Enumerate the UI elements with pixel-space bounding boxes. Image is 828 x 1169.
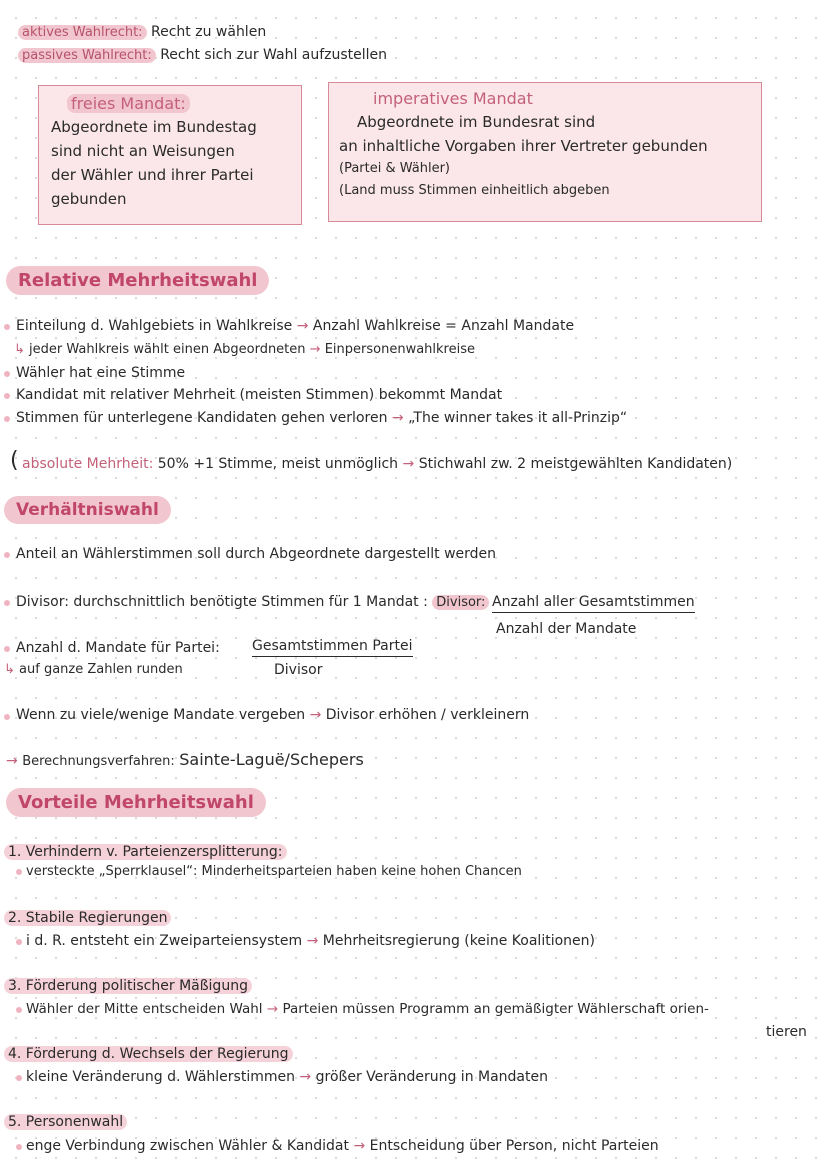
verhaeltnis-line-3: Anzahl d. Mandate für Partei: xyxy=(16,640,220,656)
vorteil-5-title-text: 5. Personenwahl xyxy=(4,1114,127,1130)
open-paren: ( xyxy=(10,448,19,473)
hook-arrow-icon: ↳ xyxy=(14,342,25,357)
vorteil-2-title-text: 2. Stabile Regierungen xyxy=(4,910,171,926)
vorteil-3-text-c: tieren xyxy=(766,1024,807,1040)
vorteil-4-text-a: kleine Veränderung d. Wählerstimmen xyxy=(26,1069,295,1085)
vorteil-1-title-text: 1. Verhindern v. Parteienzersplitterung: xyxy=(4,844,287,860)
relative-mehrheitswahl-heading: Relative Mehrheitswahl xyxy=(6,266,269,295)
berechnungsverfahren-label: Berechnungsverfahren: xyxy=(22,754,175,769)
bullet xyxy=(4,552,10,558)
vorteile-heading: Vorteile Mehrheitswahl xyxy=(6,788,266,817)
vorteil-3-text-b: Parteien müssen Programm an gemäßigter Wählerschaft orien- xyxy=(282,1001,709,1017)
vorteil-5-text-b: Entscheidung über Person, nicht Parteien xyxy=(369,1138,659,1154)
imperatives-mandat-line-3: (Partei & Wähler) xyxy=(339,161,451,176)
bullet xyxy=(16,939,22,945)
hook-arrow-icon: ↳ xyxy=(4,662,15,677)
bullet xyxy=(16,1007,22,1013)
divisor-numerator: Anzahl aller Gesamtstimmen xyxy=(492,594,695,613)
vorteil-3-text xyxy=(26,1001,709,1017)
arrow-icon: → xyxy=(309,707,322,723)
arrow-icon: → xyxy=(391,410,404,426)
vorteil-2-text-b: Mehrheitsregierung (keine Koalitionen) xyxy=(322,933,595,949)
bullet xyxy=(16,1144,22,1150)
freies-mandat-box xyxy=(38,85,302,225)
imperatives-mandat-box xyxy=(328,82,762,222)
vorteil-3-title xyxy=(4,978,252,994)
bullet xyxy=(4,393,10,399)
vorteil-4-title xyxy=(4,1046,293,1062)
bullet xyxy=(4,371,10,377)
verhaeltnis-line-3b xyxy=(4,662,183,677)
verhaeltnis-line-4 xyxy=(16,707,529,723)
relative-line-3: Wähler hat eine Stimme xyxy=(16,365,186,381)
imperatives-mandat-line-1: Abgeordnete im Bundesrat sind xyxy=(357,113,596,131)
aktives-wahlrecht-line xyxy=(18,24,266,40)
mandate-denominator: Divisor xyxy=(274,662,323,678)
vorteil-2-text-a: i d. R. entsteht ein Zweiparteiensystem xyxy=(26,933,303,949)
verhaeltnis-line-4a: Wenn zu viele/wenige Mandate vergeben xyxy=(16,707,306,723)
relative-line-1a: Einteilung d. Wahlgebiets in Wahlkreise xyxy=(16,318,293,334)
relative-line-2a: jeder Wahlkreis wählt einen Abgeordneten xyxy=(29,342,306,357)
absolute-mehrheit-text-b: Stichwahl zw. 2 meistgewählten Kandidaten) xyxy=(418,456,733,472)
bullet xyxy=(4,324,10,330)
arrow-icon: → xyxy=(353,1138,366,1154)
passives-wahlrecht-line xyxy=(18,47,387,63)
freies-mandat-title: freies Mandat: xyxy=(67,94,190,113)
arrow-icon: → xyxy=(402,456,415,472)
absolute-mehrheit-line xyxy=(22,456,732,472)
freies-mandat-line-3: der Wähler und ihrer Partei xyxy=(51,166,254,184)
divisor-denominator: Anzahl der Mandate xyxy=(496,621,637,637)
arrow-icon: → xyxy=(299,1069,312,1085)
absolute-mehrheit-text-a: 50% +1 Stimme, meist unmöglich xyxy=(157,456,399,472)
vorteil-5-text xyxy=(26,1138,659,1154)
arrow-icon: → xyxy=(309,342,321,357)
bullet xyxy=(4,600,10,606)
freies-mandat-line-2: sind nicht an Weisungen xyxy=(51,142,235,160)
imperatives-mandat-title: imperatives Mandat xyxy=(373,89,533,108)
vorteil-5-title xyxy=(4,1114,127,1130)
verhaeltnis-line-4b: Divisor erhöhen / verkleinern xyxy=(325,707,530,723)
vorteil-4-title-text: 4. Förderung d. Wechsels der Regierung xyxy=(4,1046,293,1062)
bullet xyxy=(4,416,10,422)
arrow-icon: → xyxy=(6,753,18,769)
relative-line-5 xyxy=(16,410,627,426)
relative-line-2b: Einpersonenwahlkreise xyxy=(324,342,475,357)
vorteil-3-title-text: 3. Förderung politischer Mäßigung xyxy=(4,978,252,994)
relative-line-1 xyxy=(16,318,574,334)
vorteil-2-text xyxy=(26,933,595,949)
verhaeltnis-line-1: Anteil an Wählerstimmen soll durch Abgeordnete dargestellt werden xyxy=(16,546,497,562)
imperatives-mandat-line-4: (Land muss Stimmen einheitlich abgeben xyxy=(339,183,610,198)
arrow-icon: → xyxy=(266,1001,279,1017)
bullet xyxy=(4,646,10,652)
relative-line-5a: Stimmen für unterlegene Kandidaten gehen verloren xyxy=(16,410,388,426)
divisor-definition: Divisor: durchschnittlich benötigte Stimmen für 1 Mandat : xyxy=(16,594,428,610)
arrow-icon: → xyxy=(306,933,319,949)
bullet xyxy=(4,714,10,720)
bullet xyxy=(16,1075,22,1081)
vorteil-4-text xyxy=(26,1069,548,1085)
verhaeltnis-line-2 xyxy=(16,594,489,610)
relative-line-2 xyxy=(14,342,475,357)
absolute-mehrheit-label: absolute Mehrheit: xyxy=(22,456,154,472)
passives-wahlrecht-text: Recht sich zur Wahl aufzustellen xyxy=(160,47,388,63)
relative-line-1b: Anzahl Wahlkreise = Anzahl Mandate xyxy=(312,318,575,334)
mandate-numerator: Gesamtstimmen Partei xyxy=(252,638,413,657)
relative-line-4: Kandidat mit relativer Mehrheit (meisten Stimmen) bekommt Mandat xyxy=(16,387,503,403)
aktives-wahlrecht-text: Recht zu wählen xyxy=(151,24,267,40)
divisor-label: Divisor: xyxy=(432,595,489,610)
verhaeltnis-line-5 xyxy=(6,750,364,769)
verhaeltniswahl-heading: Verhältniswahl xyxy=(4,496,171,524)
bullet xyxy=(16,869,22,875)
vorteil-1-title xyxy=(4,844,287,860)
arrow-icon: → xyxy=(296,318,309,334)
berechnungsverfahren-value: Sainte-Laguë/Schepers xyxy=(179,750,364,769)
aktives-wahlrecht-label: aktives Wahlrecht: xyxy=(18,25,147,40)
vorteil-2-title xyxy=(4,910,171,926)
runden-text: auf ganze Zahlen runden xyxy=(19,662,183,677)
vorteil-1-text: versteckte „Sperrklausel“: Minderheitsparteien haben keine hohen Chancen xyxy=(26,864,522,879)
freies-mandat-line-1: Abgeordnete im Bundestag xyxy=(51,118,257,136)
passives-wahlrecht-label: passives Wahlrecht: xyxy=(18,48,156,63)
vorteil-5-text-a: enge Verbindung zwischen Wähler & Kandidat xyxy=(26,1138,349,1154)
relative-line-5b: „The winner takes it all-Prinzip“ xyxy=(408,410,628,426)
vorteil-3-text-a: Wähler der Mitte entscheiden Wahl xyxy=(26,1001,263,1017)
vorteil-4-text-b: größer Veränderung in Mandaten xyxy=(315,1069,548,1085)
imperatives-mandat-line-2: an inhaltliche Vorgaben ihrer Vertreter gebunden xyxy=(339,137,708,155)
freies-mandat-line-4: gebunden xyxy=(51,190,127,208)
